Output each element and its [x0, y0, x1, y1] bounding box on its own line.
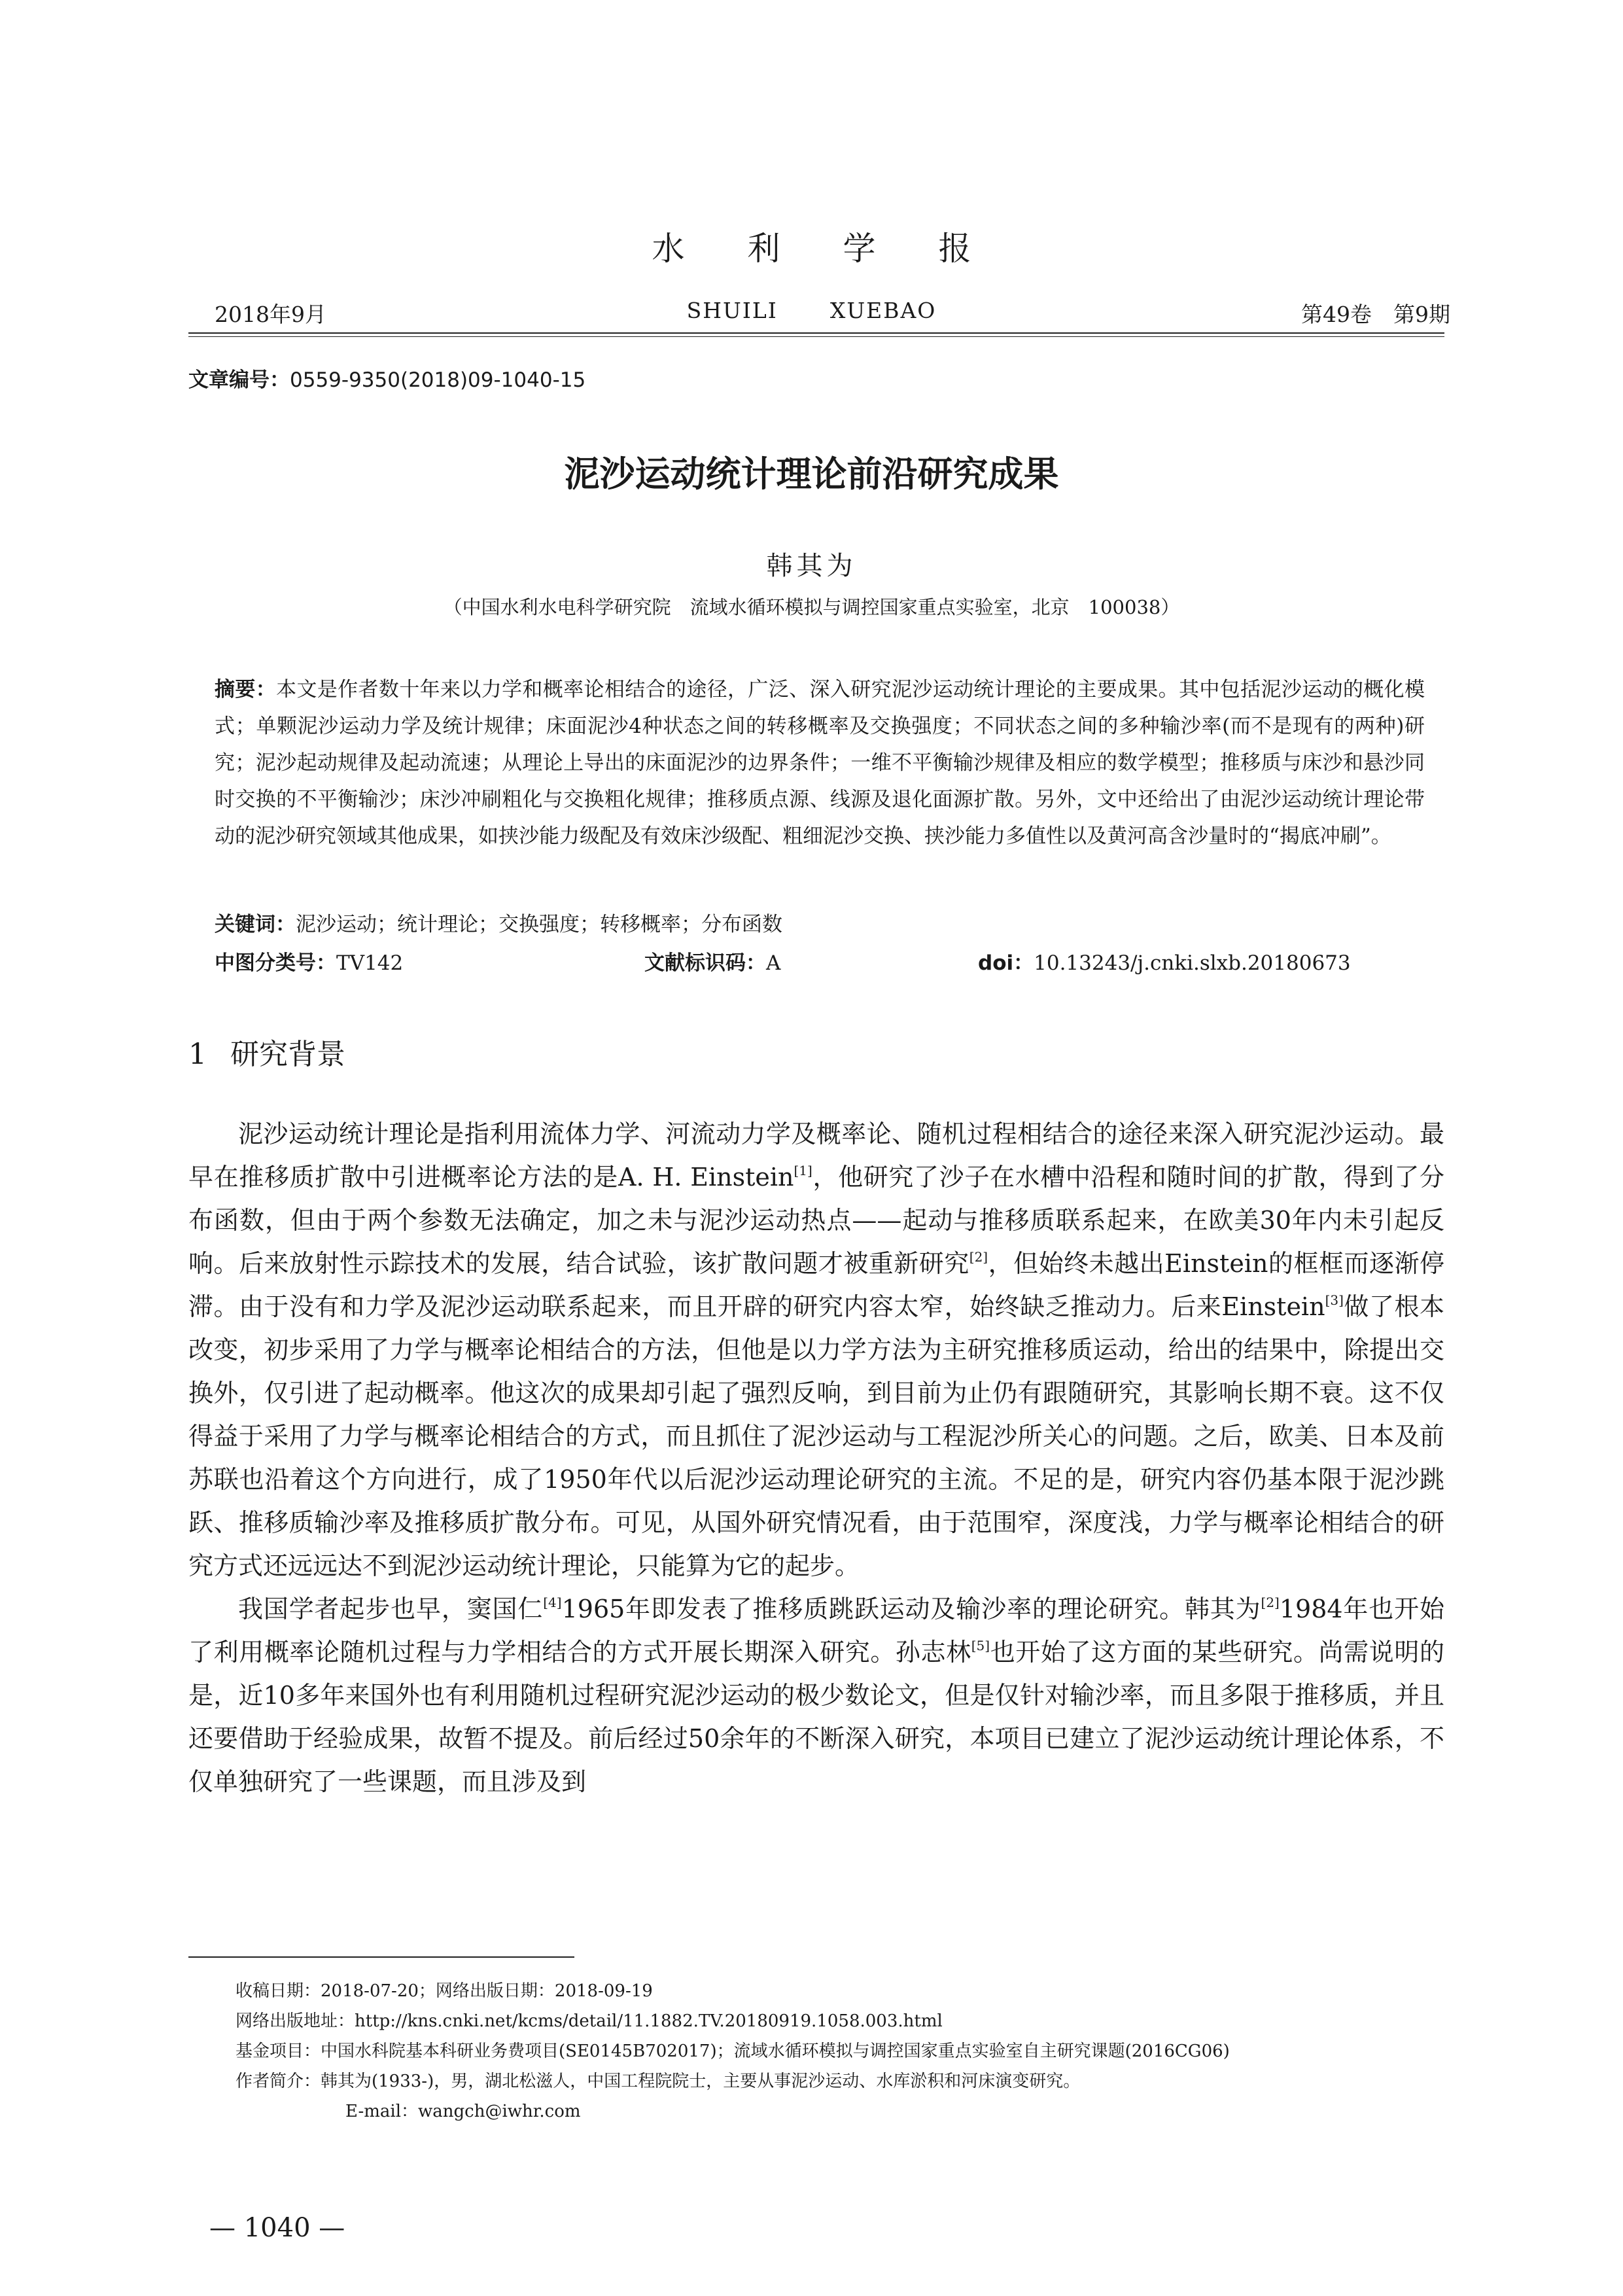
- document-code-value: A: [766, 951, 781, 975]
- section-number: 1: [188, 1038, 207, 1071]
- document-code-label: 文献标识码：: [644, 951, 766, 975]
- journal-title: 水利学报: [652, 230, 1034, 268]
- citation-ref: [4]: [543, 1595, 562, 1610]
- section-title: 研究背景: [230, 1038, 345, 1071]
- issue-date: 2018年9月: [215, 302, 326, 327]
- abstract: [215, 671, 1425, 855]
- paragraph-2-text-b: 1965年即发表了推移质跳跃运动及输沙率的理论研究。韩其为: [561, 1595, 1261, 1623]
- footnote-email: E-mail：wangch@iwhr.com: [345, 2102, 581, 2121]
- author-affiliation: （中国水利水电科学研究院 流域水循环模拟与调控国家重点实验室，北京 100038）: [443, 596, 1180, 618]
- article-number: [188, 363, 585, 393]
- body-text: [188, 1112, 1444, 1803]
- clc-number: [215, 946, 403, 976]
- document-code: [644, 946, 780, 976]
- footnote-fund: 基金项目：中国水科院基本科研业务费项目(SE0145B702017)；流域水循环模拟与调控国家重点实验室自主研究课题(2016CG06): [236, 2041, 1230, 2061]
- citation-ref: [3]: [1325, 1292, 1344, 1308]
- keywords-label: 关键词：: [215, 913, 296, 936]
- header-rule-thick: [188, 332, 1444, 334]
- abstract-text: 本文是作者数十年来以力学和概率论相结合的途径，广泛、深入研究泥沙运动统计理论的主要成果。其中包括泥沙运动的概化模式；单颗泥沙运动力学及统计规律；床面泥沙4种状态之间的转移概率及交换强度；不同状态之间的多种输沙率(而不是现有的两种)研究；泥沙起动规律及起动流速；从理论上导出的床面泥沙的边界条件；一维不平衡输沙规律及相应的数学模型；推移质与床沙和悬沙同时交换的不平衡输沙；床沙冲刷粗化与交换粗化规律；推移质点源、线源及退化面源扩散。另外，文中还给出了由泥沙运动统计理论带动的泥沙研究领域其他成果，如挟沙能力级配及有效床沙级配、粗细泥沙交换、挟沙能力多值性以及黄河高含沙量时的“揭底冲刷”。: [215, 678, 1425, 848]
- abstract-label: 摘要：: [215, 678, 277, 701]
- author-name: 韩其为: [766, 551, 857, 581]
- clc-value: TV142: [336, 951, 404, 975]
- paragraph-1-text-c: ，但始终未越出Einstein的框框而逐渐停滞。由于没有和力学及泥沙运动联系起来，而且开辟的研究内容太窄，始终缺乏推动力。后来Einstein: [188, 1249, 1444, 1321]
- paragraph-2-text-d: 也开始了这方面的某些研究。尚需说明的是，近10多年来国外也有利用随机过程研究泥沙运动的极少数论文，但是仅针对输沙率，而且多限于推移质，并且还要借助于经验成果，故暂不提及。前后经过50余年的不断深入研究，本项目已建立了泥沙运动统计理论体系，不仅单独研究了一些课题，而且涉及到: [188, 1638, 1444, 1796]
- citation-ref: [1]: [794, 1163, 812, 1178]
- page-number: — 1040 —: [209, 2213, 345, 2243]
- doi: [978, 946, 1351, 976]
- paragraph-2-text-a: 我国学者起步也早，窦国仁: [238, 1595, 544, 1623]
- paragraph-2-text-c: 1984年也开始了利用概率论随机过程与力学相结合的方式开展长期深入研究。孙志林: [188, 1595, 1444, 1667]
- doi-value: 10.13243/j.cnki.slxb.20180673: [1034, 951, 1351, 975]
- paper-title: 泥沙运动统计理论前沿研究成果: [564, 453, 1059, 495]
- paragraph-1-text-a: 泥沙运动统计理论是指利用流体力学、河流动力学及概率论、随机过程相结合的途径来深入研究泥沙运动。最早在推移质扩散中引进概率论方法的是A. H. Einstein: [188, 1120, 1444, 1192]
- journal-english-part-1: SHUILI: [686, 298, 778, 323]
- citation-ref: [2]: [969, 1249, 988, 1265]
- footnotes: [236, 1976, 1446, 2127]
- footnote-rule: [188, 1956, 574, 1958]
- citation-ref: [2]: [1261, 1595, 1280, 1610]
- doi-label: doi：: [978, 951, 1034, 975]
- keywords-text: 泥沙运动；统计理论；交换强度；转移概率；分布函数: [296, 913, 782, 936]
- citation-ref: [5]: [971, 1638, 990, 1653]
- paragraph-1: [188, 1112, 1444, 1587]
- paragraph-1-text-d: 做了根本改变，初步采用了力学与概率论相结合的方法，但他是以力学方法为主研究推移质运动，给出的结果中，除提出交换外，仅引进了起动概率。他这次的成果却引起了强烈反响，到目前为止仍有跟随研究，其影响长期不衰。这不仅得益于采用了力学与概率论相结合的方式，而且抓住了泥沙运动与工程泥沙所关心的问题。之后，欧美、日本及前苏联也沿着这个方向进行，成了1950年代以后泥沙运动理论研究的主流。不足的是，研究内容仍基本限于泥沙跳跃、推移质输沙率及推移质扩散分布。可见，从国外研究情况看，由于范围窄，深度浅，力学与概率论相结合的研究方式还远远达不到泥沙运动统计理论，只能算为它的起步。: [188, 1292, 1444, 1580]
- journal-english-part-2: XUEBAO: [829, 298, 937, 323]
- volume-issue: 第49卷 第9期: [1301, 302, 1450, 327]
- footnote-bio: 作者简介：韩其为(1933-)，男，湖北松滋人，中国工程院院士，主要从事泥沙运动、水库淤积和河床演变研究。: [236, 2072, 1081, 2091]
- section-heading: [188, 1031, 345, 1072]
- footnote-url: 网络出版地址：http://kns.cnki.net/kcms/detail/11.1882.TV.20180919.1058.003.html: [236, 2011, 943, 2031]
- article-number-label: 文章编号：: [188, 368, 290, 392]
- clc-label: 中图分类号：: [215, 951, 336, 975]
- article-number-value: 0559-9350(2018)09-1040-15: [290, 368, 586, 392]
- header-rule-thin: [188, 336, 1444, 337]
- paragraph-1-text-b: ，他研究了沙子在水槽中沿程和随时间的扩散，得到了分布函数，但由于两个参数无法确定，加之未与泥沙运动热点——起动与推移质联系起来，在欧美30年内未引起反响。后来放射性示踪技术的发展，结合试验，该扩散问题才被重新研究: [188, 1163, 1444, 1278]
- keywords: [215, 908, 782, 937]
- footnote-received: 收稿日期：2018-07-20；网络出版日期：2018-09-19: [236, 1981, 653, 2001]
- paragraph-2: [188, 1587, 1444, 1803]
